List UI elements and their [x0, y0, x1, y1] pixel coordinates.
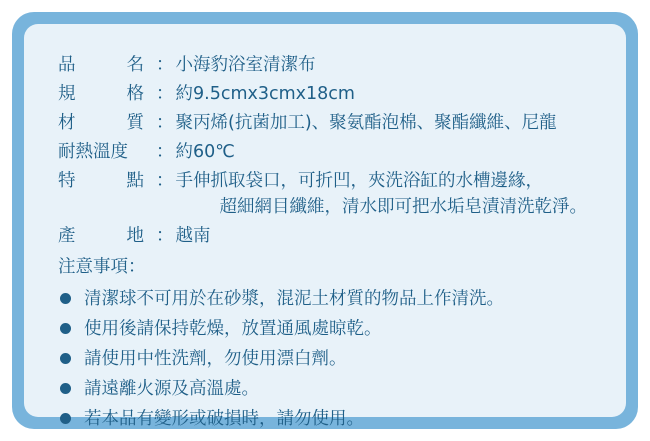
note-text: 請遠離火源及高溫處。: [84, 379, 259, 399]
card-inner-panel: [24, 24, 626, 429]
product-info-card: [12, 12, 638, 429]
spec-label-material: 材質: [58, 113, 144, 133]
spec-label-size: 規格: [58, 84, 144, 104]
spec-label-heat-resistance: 耐熱溫度: [58, 142, 128, 162]
bullet-icon: [60, 323, 71, 334]
spec-label-features: 特點: [58, 171, 144, 191]
spec-colon: ：: [156, 84, 174, 104]
specification-table: [58, 52, 592, 252]
table-row: [58, 81, 592, 110]
bullet-icon: [60, 293, 71, 304]
bullet-icon: [60, 353, 71, 364]
list-item: [58, 284, 592, 314]
spec-colon: ：: [156, 226, 174, 246]
table-row: [58, 110, 592, 139]
spec-label-origin: 產地: [58, 226, 144, 246]
note-text: 清潔球不可用於在砂漿，混泥土材質的物品上作清洗。: [84, 289, 504, 309]
list-item: [58, 404, 592, 434]
table-row: [58, 139, 592, 168]
list-item: [58, 374, 592, 404]
spec-colon: ：: [156, 142, 174, 162]
spec-colon: ：: [156, 113, 174, 133]
spec-value-material: 聚丙烯(抗菌加工)、聚氨酯泡棉、聚酯纖維、尼龍: [175, 113, 557, 133]
spec-value-product-name: 小海豹浴室清潔布: [175, 55, 316, 75]
table-row: [58, 223, 592, 252]
spec-value-features: [176, 168, 593, 223]
list-item: [58, 344, 592, 374]
spec-colon: ：: [156, 171, 174, 191]
note-text: 使用後請保持乾燥，放置通風處晾乾。: [84, 319, 382, 339]
spec-colon: ：: [156, 55, 174, 75]
spec-label-product-name: 品名: [58, 55, 144, 75]
bullet-icon: [60, 413, 71, 424]
table-row: [58, 52, 592, 81]
notes-title: 注意事項：: [58, 257, 146, 277]
notes-list: [58, 284, 592, 434]
note-text: 請使用中性洗劑，勿使用漂白劑。: [84, 349, 347, 369]
spec-value-origin: 越南: [175, 226, 211, 246]
table-row: [58, 168, 592, 223]
list-item: [58, 314, 592, 344]
note-text: 若本品有變形或破損時，請勿使用。: [84, 409, 364, 429]
spec-value-features-line1: 手伸抓取袋口，可折凹，夾洗浴缸的水槽邊緣，: [175, 171, 543, 191]
bullet-icon: [60, 383, 71, 394]
spec-value-heat-resistance: 約60℃: [175, 142, 235, 162]
spec-value-size: 約9.5cmx3cmx18cm: [175, 84, 355, 104]
spec-value-features-line2: 超細網目纖維，清水即可把水垢皂漬清洗乾淨。: [219, 197, 587, 217]
